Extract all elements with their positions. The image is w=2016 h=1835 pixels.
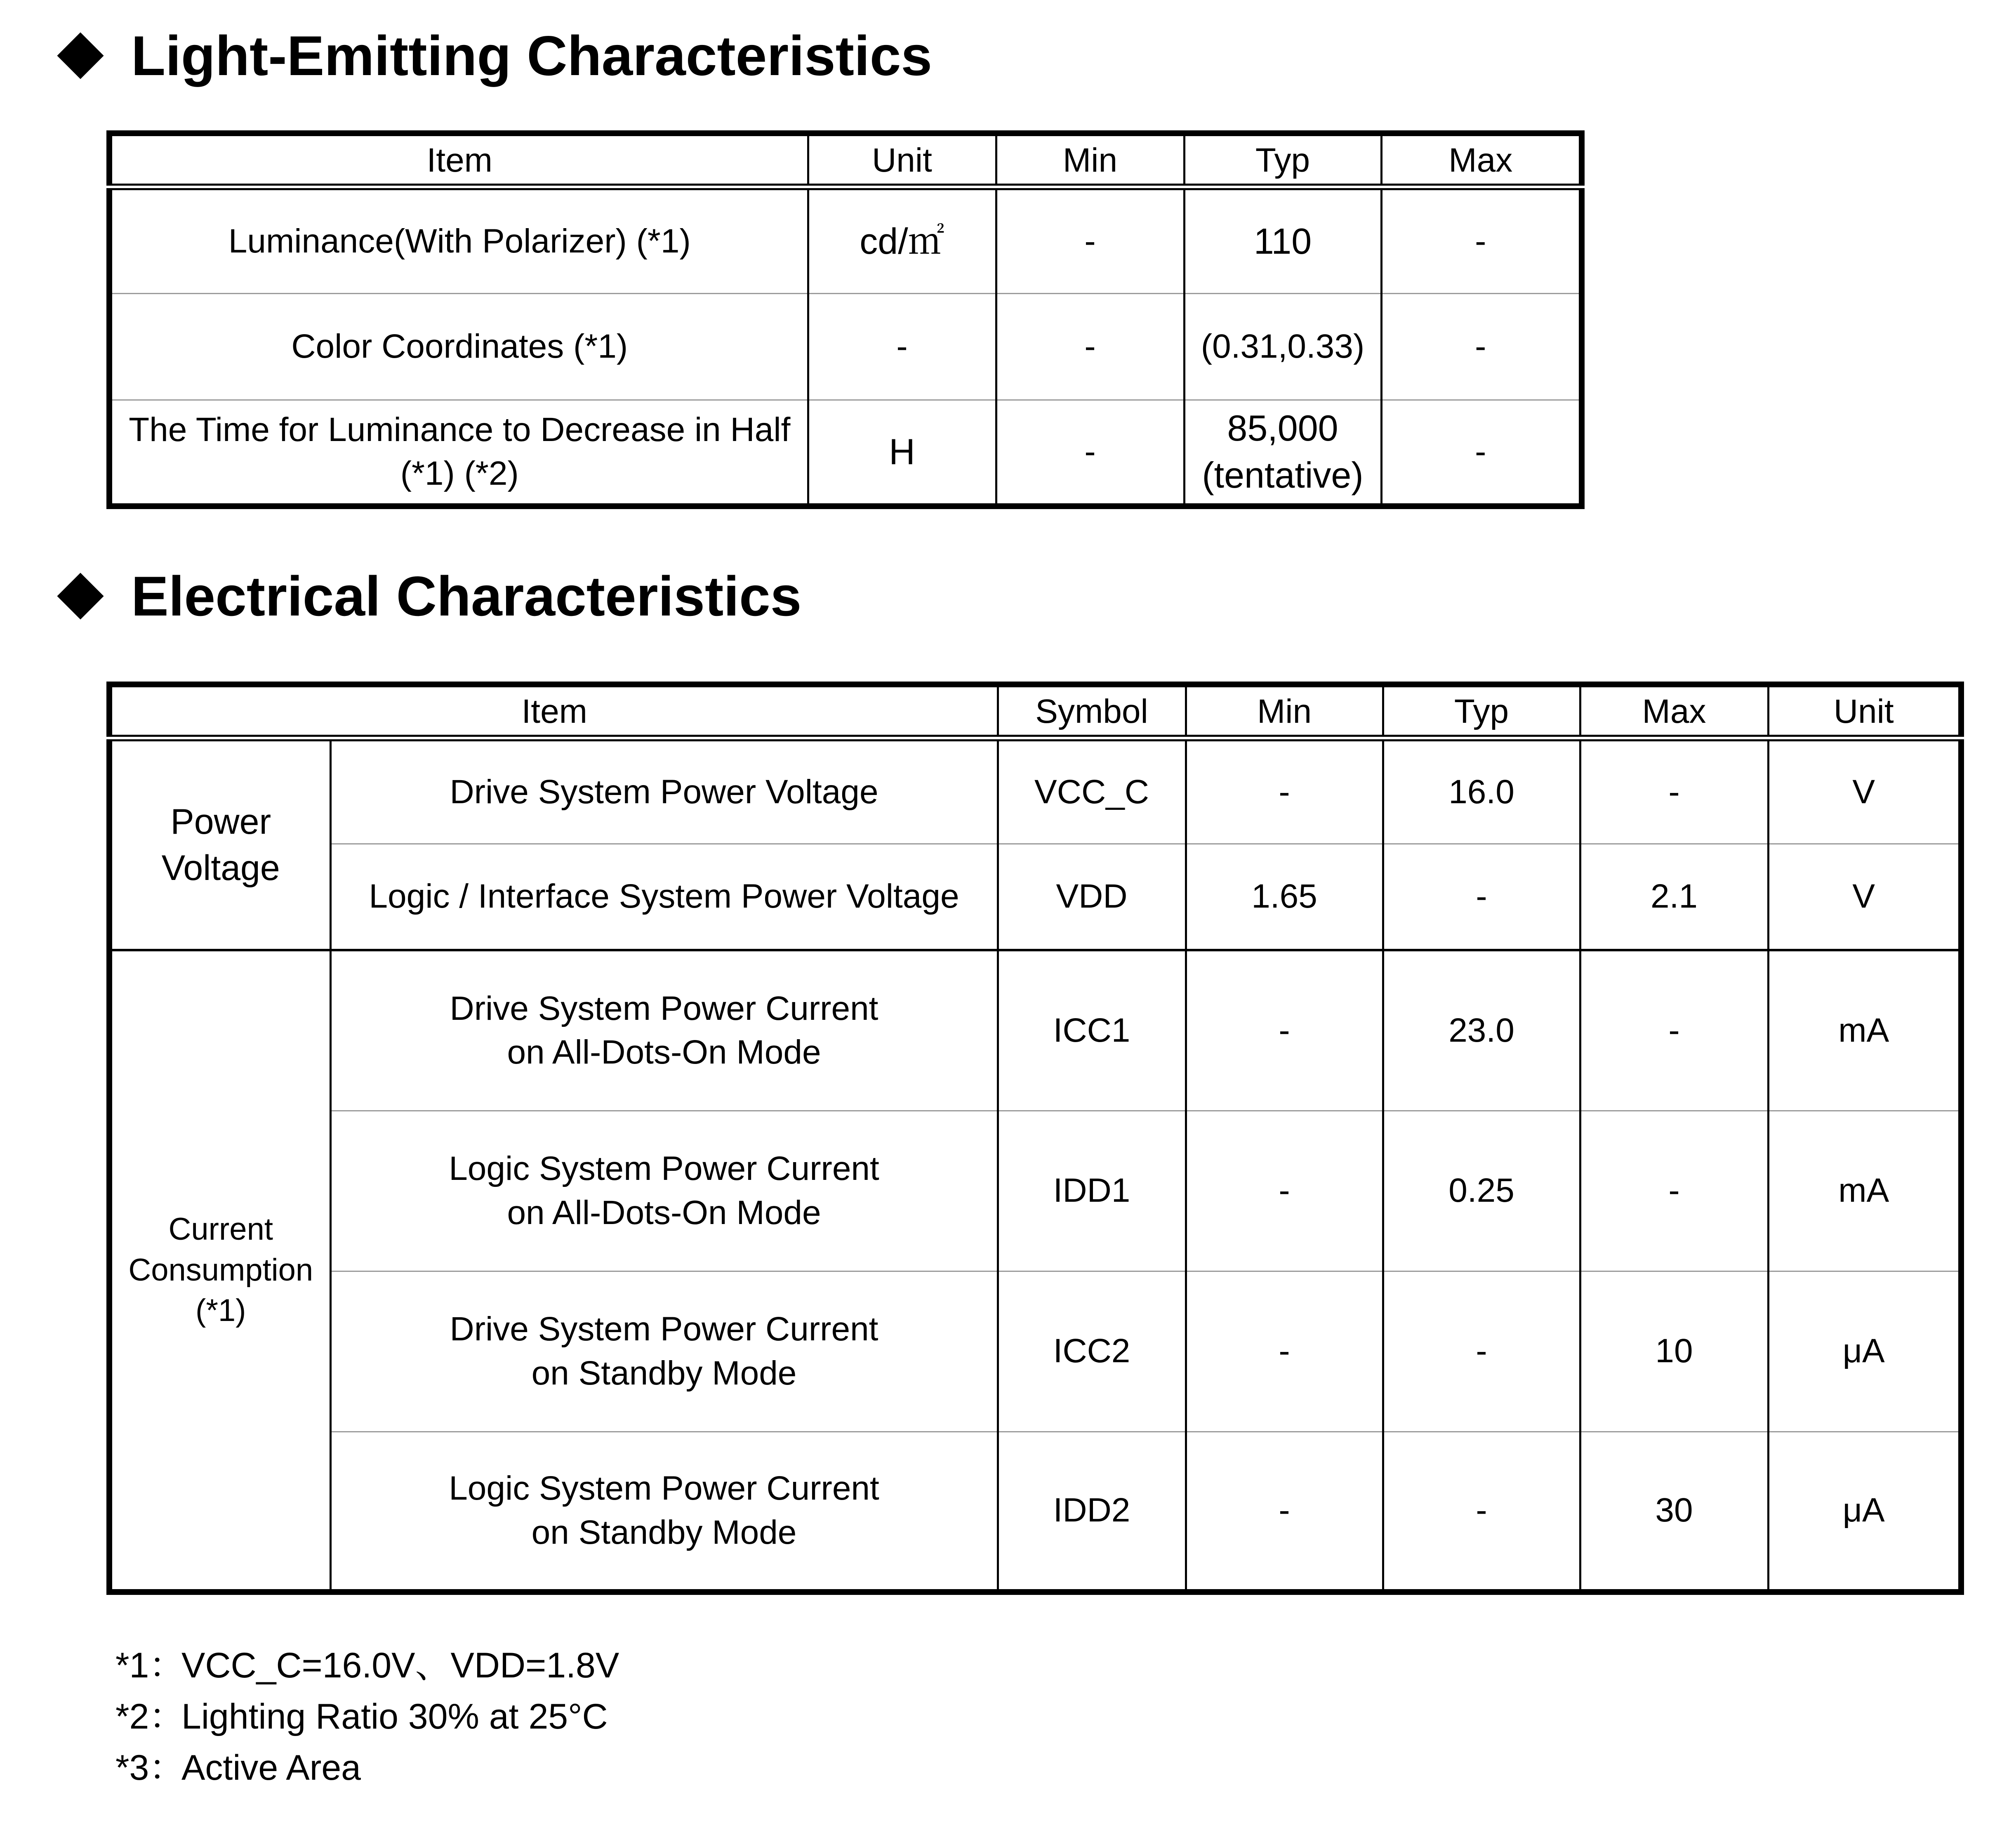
footnotes	[115, 1640, 619, 1793]
cell-symbol: IDD2	[998, 1432, 1186, 1592]
cell-min: -	[1186, 1271, 1383, 1432]
cell-unit: mA	[1768, 950, 1961, 1111]
group-power-voltage	[109, 738, 330, 950]
cell-symbol: VCC_C	[998, 738, 1186, 844]
cell-typ	[1184, 400, 1381, 506]
cell-item-line1: Logic System Power Current	[449, 1469, 879, 1507]
cell-unit: V	[1768, 738, 1961, 844]
table-row	[109, 738, 1961, 844]
cell-item-line1: Drive System Power Current	[450, 989, 878, 1027]
cell-min: -	[1186, 1432, 1383, 1592]
header-unit: Unit	[808, 133, 996, 187]
cell-item	[330, 1111, 998, 1271]
cell-item-line2: on All-Dots-On Mode	[507, 1033, 821, 1071]
cell-max: 10	[1580, 1271, 1768, 1432]
footnote-text: VCC_C=16.0V、VDD=1.8V	[181, 1646, 619, 1685]
cell-symbol: IDD1	[998, 1111, 1186, 1271]
light-emitting-heading	[58, 23, 932, 89]
group-current-line3: (*1)	[195, 1293, 246, 1328]
cell-max: -	[1580, 950, 1768, 1111]
cell-unit: μA	[1768, 1432, 1961, 1592]
cell-min: -	[996, 187, 1184, 293]
table-row	[109, 844, 1961, 950]
footnote-key: *1：	[115, 1646, 185, 1685]
cell-typ: -	[1383, 1271, 1580, 1432]
cell-max: -	[1381, 187, 1582, 293]
cell-unit: mA	[1768, 1111, 1961, 1271]
cell-typ: (0.31,0.33)	[1184, 293, 1381, 400]
cell-item: Luminance(With Polarizer) (*1)	[109, 187, 808, 293]
group-current-line2: Consumption	[128, 1252, 313, 1288]
group-current-line1: Current	[168, 1211, 273, 1247]
header-unit: Unit	[1768, 684, 1961, 738]
header-typ: Typ	[1184, 133, 1381, 187]
cell-item: Color Coordinates (*1)	[109, 293, 808, 400]
cell-max: -	[1381, 293, 1582, 400]
footnote-key: *2：	[115, 1697, 185, 1736]
cell-unit: H	[808, 400, 996, 506]
cell-typ: 0.25	[1383, 1111, 1580, 1271]
footnote-1	[115, 1640, 619, 1691]
cell-symbol: ICC1	[998, 950, 1186, 1111]
cell-item-line2: on Standby Mode	[531, 1513, 797, 1551]
electrical-heading-text: Electrical Characteristics	[131, 565, 802, 627]
diamond-bullet-icon	[57, 32, 104, 79]
cell-item: Drive System Power Voltage	[330, 738, 998, 844]
cell-max: -	[1580, 738, 1768, 844]
cell-max: -	[1580, 1111, 1768, 1271]
table-header-row	[109, 133, 1582, 187]
table-row	[109, 950, 1961, 1111]
footnote-text: Lighting Ratio 30% at 25°C	[181, 1697, 608, 1736]
cell-typ: 110	[1184, 187, 1381, 293]
cell-item	[330, 950, 998, 1111]
cell-min: -	[1186, 738, 1383, 844]
cell-item-line1: The Time for Luminance to Decrease in Half	[129, 410, 791, 448]
cell-item: Logic / Interface System Power Voltage	[330, 844, 998, 950]
table-row	[109, 187, 1582, 293]
electrical-heading	[58, 563, 801, 629]
footnote-key: *3：	[115, 1748, 185, 1788]
cell-typ: 23.0	[1383, 950, 1580, 1111]
header-item: Item	[109, 684, 998, 738]
cell-typ: -	[1383, 844, 1580, 950]
cell-typ-line1: 85,000	[1227, 407, 1338, 448]
cell-typ-line2: (tentative)	[1202, 455, 1364, 496]
footnote-2	[115, 1691, 619, 1742]
group-current-consumption	[109, 950, 330, 1592]
table-header-row	[109, 684, 1961, 738]
cell-min: -	[996, 293, 1184, 400]
cell-item	[330, 1432, 998, 1592]
header-max: Max	[1381, 133, 1582, 187]
cell-typ: 16.0	[1383, 738, 1580, 844]
header-max: Max	[1580, 684, 1768, 738]
cell-item-line2: (*1) (*2)	[400, 455, 519, 493]
header-item: Item	[109, 133, 808, 187]
header-min: Min	[996, 133, 1184, 187]
group-power-line2: Voltage	[161, 848, 280, 888]
table-row	[109, 400, 1582, 506]
cell-typ: -	[1383, 1432, 1580, 1592]
group-power-line1: Power	[170, 802, 271, 842]
header-symbol: Symbol	[998, 684, 1186, 738]
diamond-bullet-icon	[57, 573, 104, 619]
cell-unit: μA	[1768, 1271, 1961, 1432]
cell-min: -	[1186, 950, 1383, 1111]
cell-unit: V	[1768, 844, 1961, 950]
cell-min: 1.65	[1186, 844, 1383, 950]
cell-item-line2: on All-Dots-On Mode	[507, 1193, 821, 1231]
cell-max: 2.1	[1580, 844, 1768, 950]
cell-symbol: VDD	[998, 844, 1186, 950]
cell-max: -	[1381, 400, 1582, 506]
light-emitting-table	[106, 130, 1585, 509]
cell-symbol: ICC2	[998, 1271, 1186, 1432]
light-emitting-heading-text: Light-Emitting Characteristics	[131, 24, 933, 87]
header-min: Min	[1186, 684, 1383, 738]
cell-unit: -	[808, 293, 996, 400]
cell-unit: cd/㎡	[808, 187, 996, 293]
footnote-3	[115, 1742, 619, 1793]
cell-item-line1: Logic System Power Current	[449, 1149, 879, 1187]
cell-item	[109, 400, 808, 506]
table-row	[109, 293, 1582, 400]
table-row	[109, 1271, 1961, 1432]
cell-item-line1: Drive System Power Current	[450, 1310, 878, 1348]
table-row	[109, 1111, 1961, 1271]
cell-min: -	[996, 400, 1184, 506]
cell-max: 30	[1580, 1432, 1768, 1592]
cell-item	[330, 1271, 998, 1432]
table-row	[109, 1432, 1961, 1592]
cell-item-line2: on Standby Mode	[531, 1354, 797, 1392]
cell-min: -	[1186, 1111, 1383, 1271]
footnote-text: Active Area	[181, 1748, 361, 1788]
electrical-table	[106, 682, 1964, 1595]
header-typ: Typ	[1383, 684, 1580, 738]
